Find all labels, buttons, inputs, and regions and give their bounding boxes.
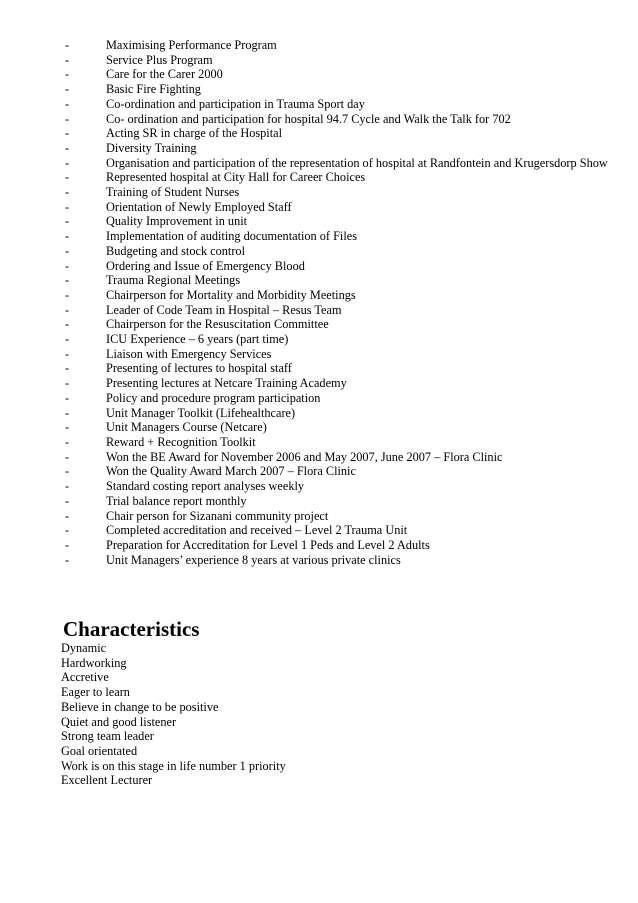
list-dash: - <box>65 420 70 435</box>
characteristics-heading: Characteristics <box>63 617 200 641</box>
characteristic-item: Strong team leader <box>61 729 154 744</box>
achievement-text: Liaison with Emergency Services <box>106 346 272 361</box>
list-dash: - <box>65 273 70 288</box>
list-dash: - <box>65 361 70 376</box>
achievement-item <box>61 185 621 200</box>
achievement-item <box>61 538 621 553</box>
achievement-text: ICU Experience – 6 years (part time) <box>106 332 289 347</box>
achievement-text: Organisation and participation of the representation of hospital at Randfontein and Krugersdorp Show <box>106 155 608 170</box>
characteristic-item: Dynamic <box>61 641 107 655</box>
achievement-list <box>61 38 621 567</box>
achievement-text: Basic Fire Fighting <box>106 82 201 97</box>
achievement-item <box>61 112 621 127</box>
list-dash: - <box>65 67 70 82</box>
achievement-item <box>61 214 621 229</box>
achievement-text: Care for the Carer 2000 <box>106 67 223 82</box>
achievement-item <box>61 38 621 53</box>
list-dash: - <box>65 170 70 185</box>
achievement-text: Co- ordination and participation for hospital 94.7 Cycle and Walk the Talk for 702 <box>106 111 511 126</box>
list-dash: - <box>65 199 70 214</box>
achievement-text: Budgeting and stock control <box>106 243 246 258</box>
list-dash: - <box>65 405 70 420</box>
achievement-text: Represented hospital at City Hall for Career Choices <box>106 170 366 185</box>
list-dash: - <box>65 376 70 391</box>
achievement-item <box>61 464 621 479</box>
achievement-text: Quality Improvement in unit <box>106 214 248 229</box>
list-dash: - <box>65 434 70 449</box>
achievement-item <box>61 435 621 450</box>
achievement-item <box>61 156 621 171</box>
achievement-text: Chairperson for Mortality and Morbidity Meetings <box>106 287 356 302</box>
achievement-item <box>61 391 621 406</box>
achievement-text: Orientation of Newly Employed Staff <box>106 199 292 214</box>
achievement-item <box>61 170 621 185</box>
list-dash: - <box>65 287 70 302</box>
achievement-item <box>61 53 621 68</box>
achievement-item <box>61 288 621 303</box>
achievement-text: Preparation for Accreditation for Level 1 Peds and Level 2 Adults <box>106 537 430 552</box>
characteristic-item: Eager to learn <box>61 685 130 700</box>
list-dash: - <box>65 229 70 244</box>
achievement-text: Policy and procedure program participation <box>106 390 321 405</box>
list-dash: - <box>65 523 70 538</box>
list-dash: - <box>65 52 70 67</box>
achievement-text: Ordering and Issue of Emergency Blood <box>106 258 305 273</box>
list-dash: - <box>65 390 70 405</box>
achievement-text: Trial balance report monthly <box>106 493 247 508</box>
achievement-item <box>61 126 621 141</box>
achievement-text: Presenting lectures at Netcare Training Academy <box>106 376 347 391</box>
list-dash: - <box>65 479 70 494</box>
list-dash: - <box>65 155 70 170</box>
list-dash: - <box>65 508 70 523</box>
achievement-text: Diversity Training <box>106 140 197 155</box>
characteristic-item: Accretive <box>61 670 109 685</box>
achievement-item <box>61 494 621 509</box>
characteristic-item: Believe in change to be positive <box>61 699 219 714</box>
achievement-text: Reward + Recognition Toolkit <box>106 434 256 449</box>
achievement-text: Chair person for Sizanani community project <box>106 508 329 523</box>
list-dash: - <box>65 243 70 258</box>
achievement-item <box>61 347 621 362</box>
list-dash: - <box>65 96 70 111</box>
achievement-text: Maximising Performance Program <box>106 38 277 52</box>
achievement-text: Service Plus Program <box>106 52 213 67</box>
achievement-item <box>61 97 621 112</box>
achievement-item <box>61 361 621 376</box>
achievement-item <box>61 82 621 97</box>
achievement-item <box>61 406 621 421</box>
achievement-text: Won the Quality Award March 2007 – Flora Clinic <box>106 464 356 479</box>
list-dash: - <box>65 126 70 141</box>
characteristic-item: Quiet and good listener <box>61 714 177 729</box>
achievement-item <box>61 332 621 347</box>
characteristic-item: Hardworking <box>61 655 127 670</box>
achievement-item <box>61 141 621 156</box>
achievement-text: Leader of Code Team in Hospital – Resus Team <box>106 302 342 317</box>
list-dash: - <box>65 464 70 479</box>
achievement-item <box>61 376 621 391</box>
list-dash: - <box>65 111 70 126</box>
achievement-item <box>61 317 621 332</box>
achievement-item <box>61 420 621 435</box>
list-dash: - <box>65 317 70 332</box>
achievement-item <box>61 553 621 568</box>
achievement-text: Presenting of lectures to hospital staff <box>106 361 292 376</box>
achievement-item <box>61 67 621 82</box>
achievement-item <box>61 200 621 215</box>
achievement-item <box>61 259 621 274</box>
achievement-item <box>61 479 621 494</box>
achievement-text: Implementation of auditing documentation of Files <box>106 229 358 244</box>
characteristic-item: Excellent Lecturer <box>61 773 153 788</box>
list-dash: - <box>65 537 70 552</box>
list-dash: - <box>65 332 70 347</box>
achievement-text: Unit Managers’ experience 8 years at various private clinics <box>106 552 401 567</box>
achievement-text: Training of Student Nurses <box>106 185 240 200</box>
list-dash: - <box>65 552 70 567</box>
achievement-text: Co-ordination and participation in Trauma Sport day <box>106 96 365 111</box>
achievement-text: Unit Managers Course (Netcare) <box>106 420 267 435</box>
list-dash: - <box>65 38 70 52</box>
list-dash: - <box>65 140 70 155</box>
achievement-text: Unit Manager Toolkit (Lifehealthcare) <box>106 405 296 420</box>
achievement-text: Standard costing report analyses weekly <box>106 479 305 494</box>
achievement-text: Chairperson for the Resuscitation Committee <box>106 317 329 332</box>
achievement-item <box>61 273 621 288</box>
achievement-item <box>61 303 621 318</box>
characteristic-item: Goal orientated <box>61 743 138 758</box>
list-dash: - <box>65 258 70 273</box>
achievement-text: Acting SR in charge of the Hospital <box>106 126 282 141</box>
list-dash: - <box>65 449 70 464</box>
list-dash: - <box>65 493 70 508</box>
achievement-item <box>61 450 621 465</box>
list-dash: - <box>65 185 70 200</box>
characteristic-item: Work is on this stage in life number 1 priority <box>61 758 286 773</box>
achievement-text: Trauma Regional Meetings <box>106 273 241 288</box>
list-dash: - <box>65 346 70 361</box>
achievement-text: Completed accreditation and received – Level 2 Trauma Unit <box>106 523 408 538</box>
list-dash: - <box>65 214 70 229</box>
achievement-text: Won the BE Award for November 2006 and May 2007, June 2007 – Flora Clinic <box>106 449 503 464</box>
achievement-item <box>61 523 621 538</box>
characteristics-list <box>61 641 286 788</box>
achievement-item <box>61 509 621 524</box>
achievement-item <box>61 244 621 259</box>
list-dash: - <box>65 302 70 317</box>
achievement-item <box>61 229 621 244</box>
list-dash: - <box>65 82 70 97</box>
